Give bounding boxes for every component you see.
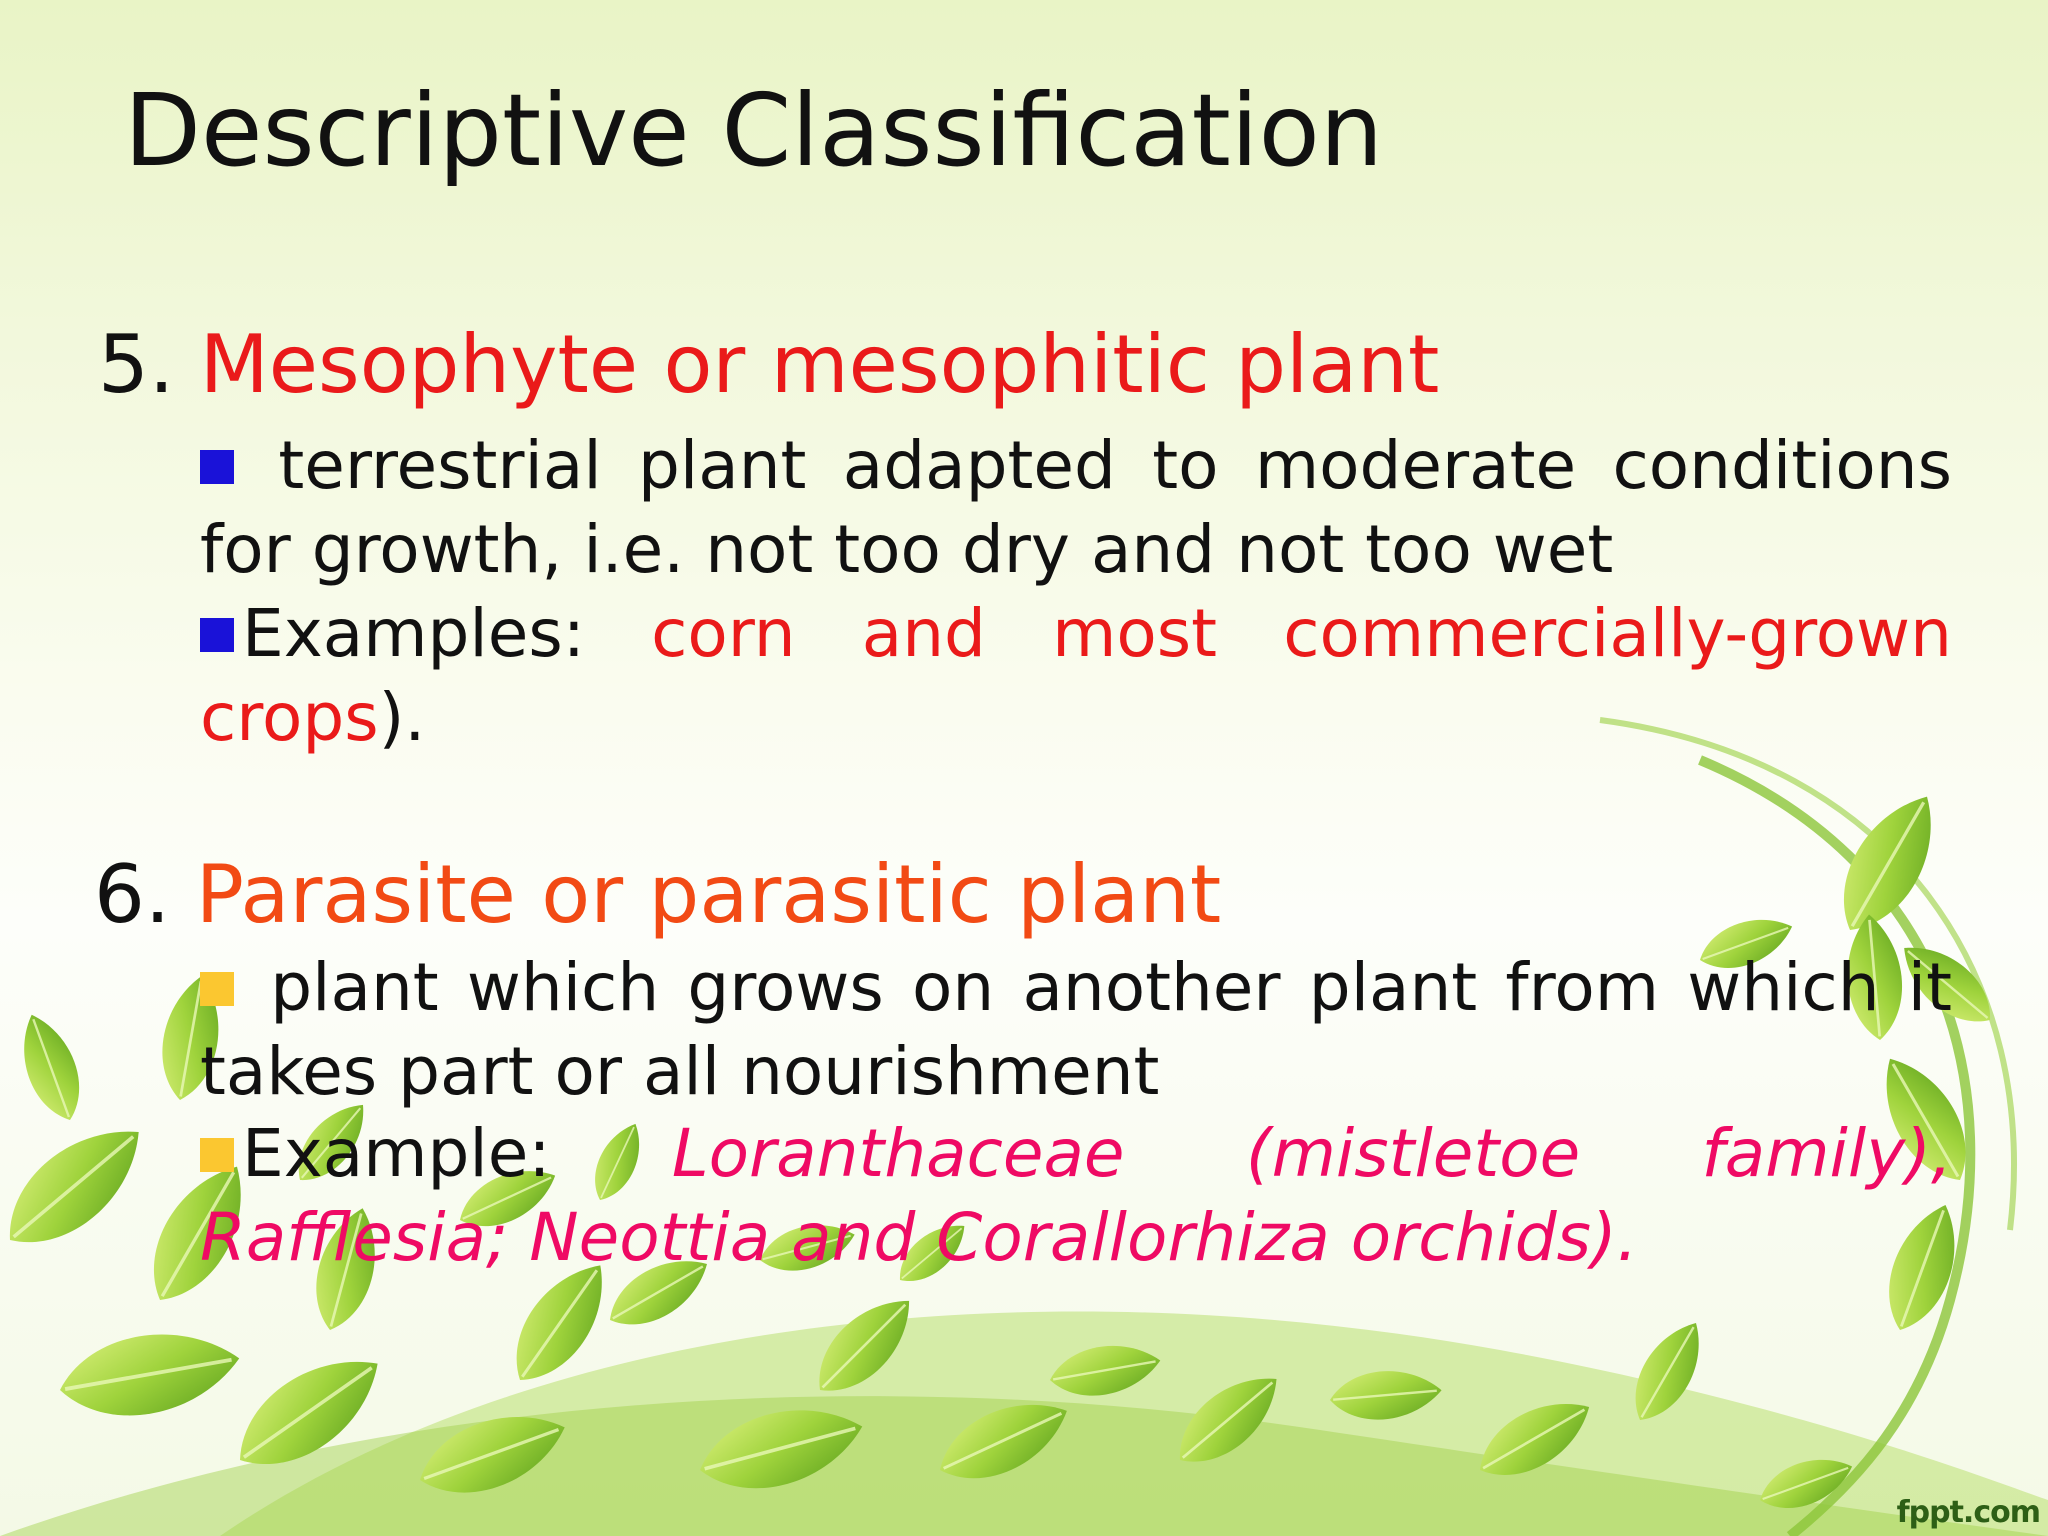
- item-6-example-label: Example:: [242, 1115, 551, 1192]
- item-5-number: 5.: [98, 318, 175, 411]
- item-5-heading-text: Mesophyte or mesophitic plant: [199, 318, 1440, 411]
- square-bullet-icon: [200, 618, 234, 652]
- item-5-definition-text: terrestrial plant adapted to moderate conditions for growth, i.e. not too dry and not too wet: [200, 427, 1953, 588]
- item-6-example-value: Loranthaceae (mistletoe family), Rafflesia; Neottia and Corallorhiza orchids).: [200, 1115, 1952, 1276]
- item-5-example-suffix: ).: [378, 679, 426, 756]
- item-6-definition: [200, 946, 1952, 1114]
- square-bullet-icon: [200, 972, 234, 1006]
- item-6-definition-text: plant which grows on another plant from which it takes part or all nourishment: [200, 949, 1953, 1110]
- item-5-heading: [98, 318, 1439, 411]
- slide-title: Descriptive Classification: [124, 72, 1384, 189]
- item-5-example-value: corn and most commercially-grown crops: [200, 595, 1952, 756]
- square-bullet-icon: [200, 1138, 234, 1172]
- item-6-number: 6.: [94, 848, 171, 941]
- item-6-heading: [94, 848, 1221, 941]
- square-bullet-icon: [200, 450, 234, 484]
- item-5-example: [200, 592, 1952, 760]
- item-6-example: [200, 1112, 1952, 1280]
- item-5-definition: [200, 424, 1952, 592]
- watermark-logo: fppt.com: [1896, 1495, 2040, 1530]
- item-6-heading-text: Parasite or parasitic plant: [195, 848, 1222, 941]
- item-5-example-label: Examples:: [242, 595, 585, 672]
